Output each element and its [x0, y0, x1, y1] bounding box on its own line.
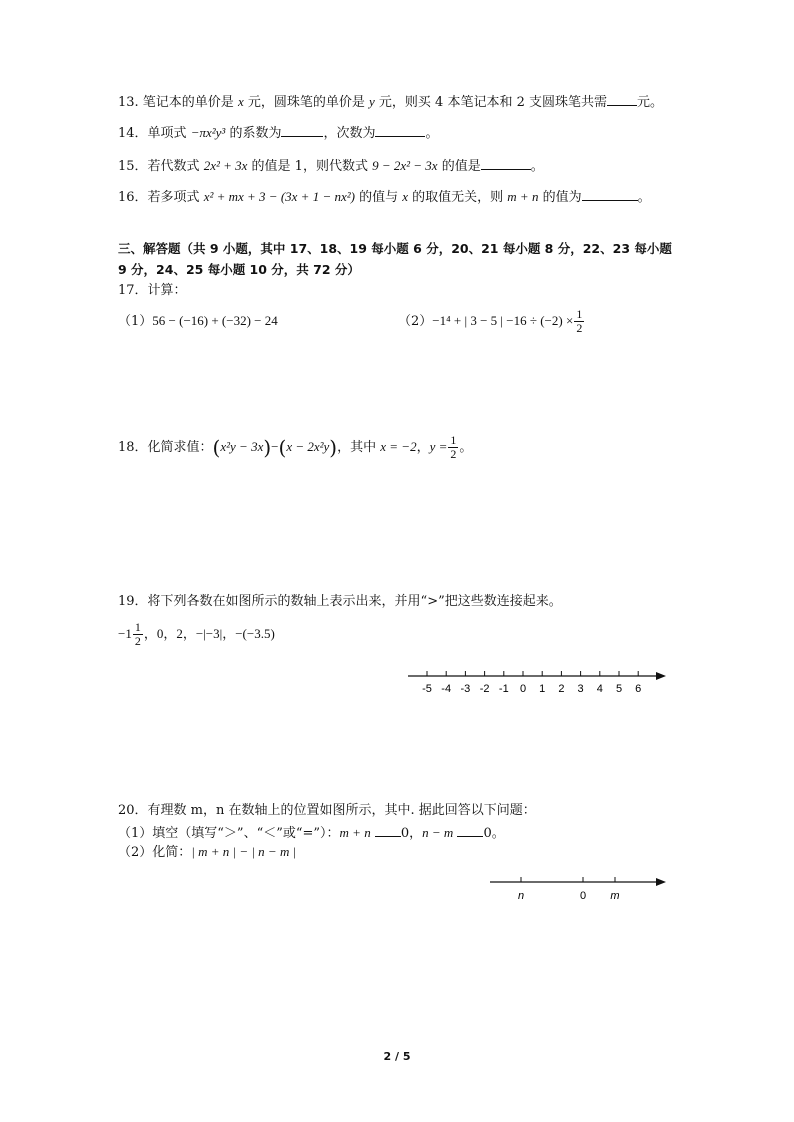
fraction-denominator: 2	[576, 321, 583, 335]
q15-expression-2: 9 − 2x² − 3x	[372, 158, 438, 173]
q13-var-y: y	[369, 94, 375, 109]
fraction-numerator: 1	[134, 620, 141, 634]
q20-part-2	[118, 843, 296, 862]
q20-expression-3: | m + n | − | n − m |	[191, 844, 297, 859]
q18-end: 。	[459, 440, 473, 455]
q19-tick-label: -3	[460, 683, 471, 695]
q15-text-b: 的值是 1，则代数式	[247, 159, 373, 174]
q18-text-a: 18．化简求值：	[118, 440, 213, 455]
q19-tick-label: 2	[558, 683, 565, 695]
q16-number: 16．	[118, 190, 148, 205]
q18-expression-1: x²y − 3x	[220, 439, 264, 454]
q19-ticks	[427, 671, 638, 676]
q13-var-x: x	[237, 94, 244, 109]
q15-text-a: 若代数式	[147, 159, 204, 174]
q15-expression-1: 2x² + 3x	[203, 158, 248, 173]
q20-label-n: n	[517, 890, 525, 902]
q18-minus: −	[271, 439, 279, 454]
q20-axis-arrow	[656, 878, 666, 886]
q13-text-d: 元。	[637, 95, 664, 110]
q20-text: 20．有理数 m，n 在数轴上的位置如图所示，其中. 据此回答以下问题：	[118, 803, 536, 818]
q15-text-c: 的值是	[437, 159, 481, 174]
q20-label-zero: 0	[579, 890, 587, 902]
q19-tick-label: 4	[596, 683, 603, 695]
section-3-header-line-2: 9 分，24、25 每小题 10 分，共 72 分）	[118, 262, 360, 277]
right-paren: )	[329, 435, 338, 460]
section-3-header-line-1: 三、解答题（共 9 小题，其中 17、18、19 每小题 6 分，20、21 每小题 8 分，22、23 每小题	[118, 241, 672, 256]
q17-part-1-expression: 56 − (−16) + (−32) − 24	[152, 313, 278, 328]
q20-part-1	[118, 823, 505, 843]
q14-text-d: 。	[425, 126, 439, 141]
q19-axis-arrow	[656, 672, 666, 680]
q18-x-value: x = −2	[380, 439, 417, 454]
q19-number-line	[408, 671, 666, 695]
q19-number-list: ，0，2，−|−3|，−(−3.5)	[143, 626, 275, 641]
q16-expression: x² + mx + 3 − (3x + 1 − nx²)	[203, 189, 355, 204]
q19-tick-label: 5	[615, 683, 623, 695]
q20-part-2-text: （2）化简：	[118, 845, 192, 860]
q20-blank-2[interactable]	[457, 823, 483, 837]
q14-text-c: ，次数为	[323, 126, 376, 141]
q16-text-b: 的值与	[354, 190, 403, 205]
q19-text: 19．将下列各数在如图所示的数轴上表示出来，并用“>”把这些数连接起来。	[118, 594, 562, 609]
q19-tick-label: 3	[577, 683, 584, 695]
q17-part-2-expression: −1⁴ + | 3 − 5 | −16 ÷ (−2) ×	[432, 313, 574, 328]
q13-text-b: 元，圆珠笔的单价是	[243, 95, 369, 110]
left-paren: (	[212, 435, 221, 460]
q20-part-1-text-c: 0。	[483, 826, 505, 841]
fraction-denominator: 2	[134, 634, 141, 648]
q20-blank-1[interactable]	[375, 823, 401, 837]
q20-number-line	[490, 877, 666, 902]
q14-text-b: 的系数为	[225, 126, 282, 141]
q14-number: 14．	[118, 126, 148, 141]
q18-expression-2: x − 2x²y	[286, 439, 330, 454]
q19-tick-label: 0	[519, 683, 527, 695]
q17-title: 17．计算：	[118, 283, 187, 298]
q19-tick-label: 6	[635, 683, 642, 695]
q18-y-value: y =	[429, 439, 448, 454]
q18-text-b: ，其中	[337, 440, 381, 455]
q14-text-a: 单项式	[147, 126, 191, 141]
q19-tick-label: -5	[422, 683, 432, 695]
q13-text-c: 元，则买 4 本笔记本和 2 支圆珠笔共需	[374, 95, 607, 110]
q14-expression: −πx²y³	[190, 125, 226, 140]
left-paren: (	[278, 435, 287, 460]
q20-label-m: m	[610, 890, 620, 902]
q20-expression-1: m + n	[339, 825, 371, 840]
q13-text-a: 13. 笔记本的单价是	[118, 95, 238, 110]
fraction-numerator: 1	[450, 433, 457, 447]
fraction-numerator: 1	[576, 307, 583, 321]
q20-part-1-text-b: 0，	[400, 826, 423, 841]
q18-separator: ，	[416, 440, 430, 455]
q16-text-a: 若多项式	[147, 190, 204, 205]
q19-tick-label: 1	[539, 683, 546, 695]
q20-part-1-text: （1）填空（填写“＞”、“＜”或“=”）：	[118, 826, 340, 841]
right-paren: )	[263, 435, 272, 460]
q19-mixed-integer: −1	[118, 626, 132, 641]
q16-var-x: x	[402, 189, 409, 204]
q16-text-c: 的取值无关，则	[408, 190, 508, 205]
q19-tick-label: -1	[498, 683, 509, 695]
q19-tick-labels	[422, 683, 641, 695]
q15-number: 15．	[118, 159, 148, 174]
q17-part-2-label: （2）	[398, 314, 433, 329]
q16-expression-2: m + n	[507, 189, 539, 204]
page-number: 2 / 5	[383, 1050, 411, 1063]
q17-part-1-label: （1）	[118, 314, 153, 329]
q15-text-d: 。	[530, 159, 544, 174]
q16-text-d: 的值为	[538, 190, 582, 205]
q16-text-e: 。	[637, 190, 651, 205]
q20-expression-2: n − m	[422, 825, 454, 840]
fraction-denominator: 2	[450, 447, 457, 461]
q19-tick-label: -4	[441, 683, 452, 695]
q19-tick-label: -2	[479, 683, 490, 695]
